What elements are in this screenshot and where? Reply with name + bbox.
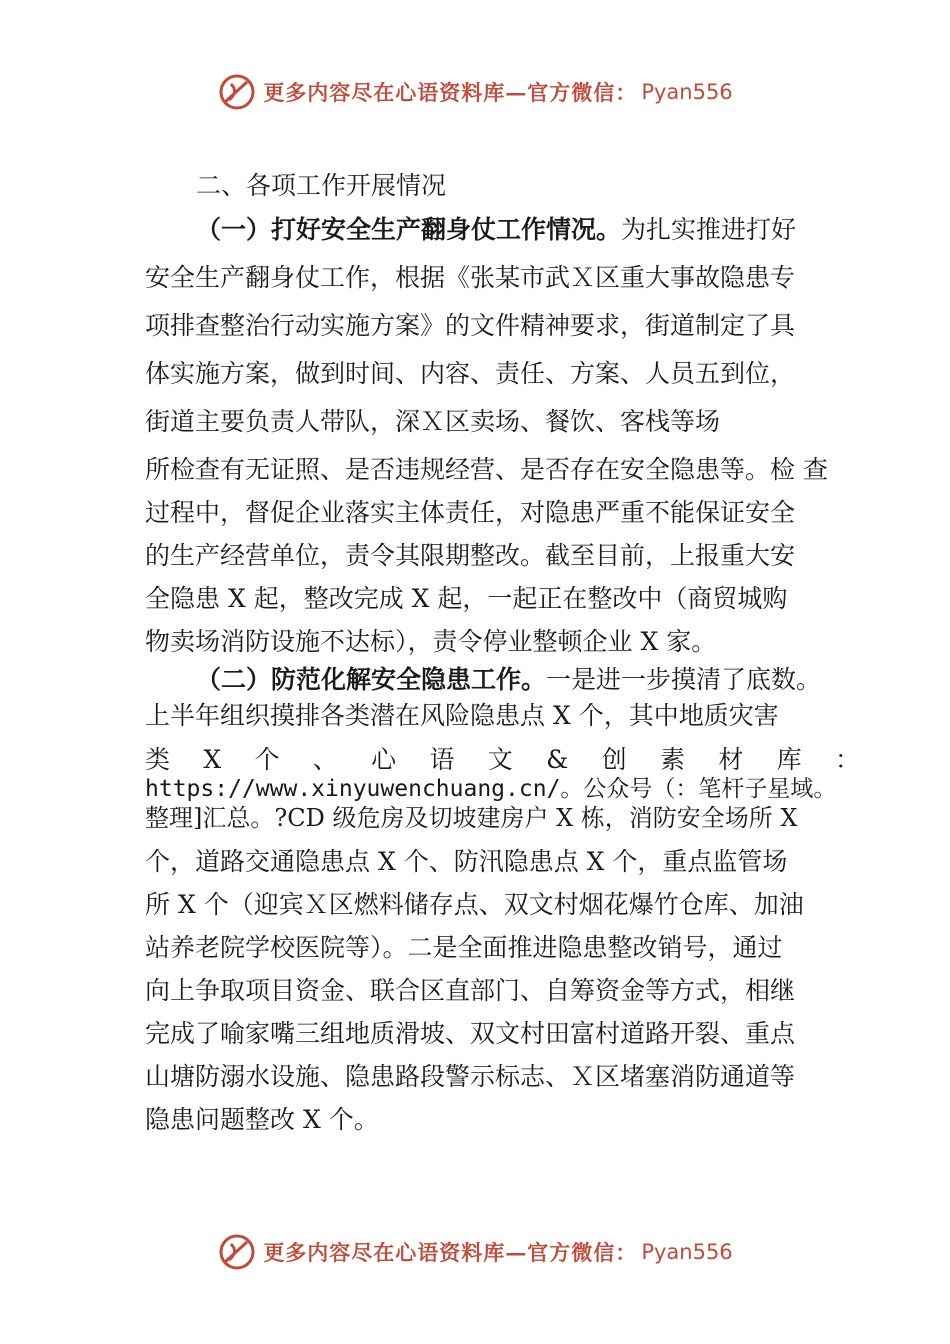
footer-watermark	[0, 1228, 950, 1276]
section2-line: 一是进一步摸清了底数。	[546, 665, 822, 694]
section1-line: 体实施方案，做到时间、内容、责任、方案、人员五到位，	[145, 359, 796, 388]
seal-logo-icon	[217, 72, 257, 112]
section2-line: 隐患问题整改 X 个。	[145, 1105, 379, 1134]
section2-title: （二）防范化解安全隐患工作。	[196, 665, 547, 694]
section2-line: 整理]汇总。?CD 级危房及切坡建房户 X 栋，消防安全场所 X	[145, 804, 798, 832]
section2-line: 所 X 个（迎宾Ｘ区燃料储存点、双文村烟花爆竹仓库、加油	[145, 890, 804, 919]
spread-char: 文	[487, 745, 513, 774]
section1-line: 过程中，督促企业落实主体责任，对隐患严重不能保证安全	[145, 498, 796, 527]
spread-char: 语	[429, 745, 455, 774]
section1-line: 安全生产翻身仗工作，根据《张某市武Ｘ区重大事故隐患专	[145, 263, 796, 292]
section2-paragraph	[196, 664, 821, 696]
section1-line: 街道主要负责人带队，深Ｘ区卖场、餐饮、客栈等场	[145, 407, 721, 436]
spread-char: 心	[371, 745, 397, 774]
spread-char: 素	[660, 745, 686, 774]
header-watermark	[0, 68, 950, 116]
spread-char: 材	[718, 745, 744, 774]
section-heading: 二、各项工作开展情况	[196, 171, 447, 200]
seal-logo-icon	[217, 1232, 257, 1272]
section1-line: 物卖场消防设施不达标），责令停业整顿企业 X 家。	[145, 627, 717, 656]
spread-char: ：	[834, 745, 860, 774]
section1-line: 项排查整治行动实施方案》的文件精神要求，街道制定了具	[145, 311, 796, 340]
banner-wechat-id: Pyan556	[641, 1240, 733, 1264]
section1-title: （一）打好安全生产翻身仗工作情况。	[196, 215, 622, 244]
section2-line: 个，道路交通隐患点 X 个、防汛隐患点 X 个，重点监管场	[145, 847, 788, 876]
section2-line: 上半年组织摸排各类潜在风险隐患点 X 个，其中地质灾害	[145, 701, 779, 730]
spread-char: &	[546, 745, 569, 774]
spread-char: X	[203, 745, 222, 774]
section2-line: 完成了喻家嘴三组地质滑坡、双文村田富村道路开裂、重点	[145, 1019, 796, 1048]
section1-line: 的生产经营单位，责令其限期整改。截至目前，上报重大安	[145, 541, 796, 570]
banner-wechat-id: Pyan556	[641, 80, 733, 104]
section2-line: 山塘防溺水设施、隐患路段警示标志、Ｘ区堵塞消防通道等	[145, 1062, 796, 1091]
section2-line: 站养老院学校医院等）。二是全面推进隐患整改销号，通过	[145, 933, 783, 962]
spread-char: 个	[254, 745, 280, 774]
spread-char: 类	[145, 745, 171, 774]
section1-line: 全隐患 X 起，整改完成 X 起，一起正在整改中（商贸城购	[145, 584, 788, 613]
section1-line: 所检查有无证照、是否违规经营、是否存在安全隐患等。检 查	[145, 455, 828, 484]
banner-text: 更多内容尽在心语资料库—官方微信：	[263, 1240, 638, 1265]
section2-line: 向上争取项目资金、联合区直部门、自筹资金等方式，相继	[145, 976, 796, 1005]
spread-char: 库	[776, 745, 802, 774]
url-line: https://www.xinyuwenchuang.cn/。公众号（：笔杆子星域。	[145, 776, 837, 802]
spread-char: 创	[601, 745, 627, 774]
spread-line	[145, 744, 860, 776]
section1-line: 为扎实推进打好	[621, 215, 797, 244]
banner-text: 更多内容尽在心语资料库—官方微信：	[263, 80, 638, 105]
spread-char: 、	[312, 745, 338, 774]
section1-paragraph	[196, 214, 796, 246]
